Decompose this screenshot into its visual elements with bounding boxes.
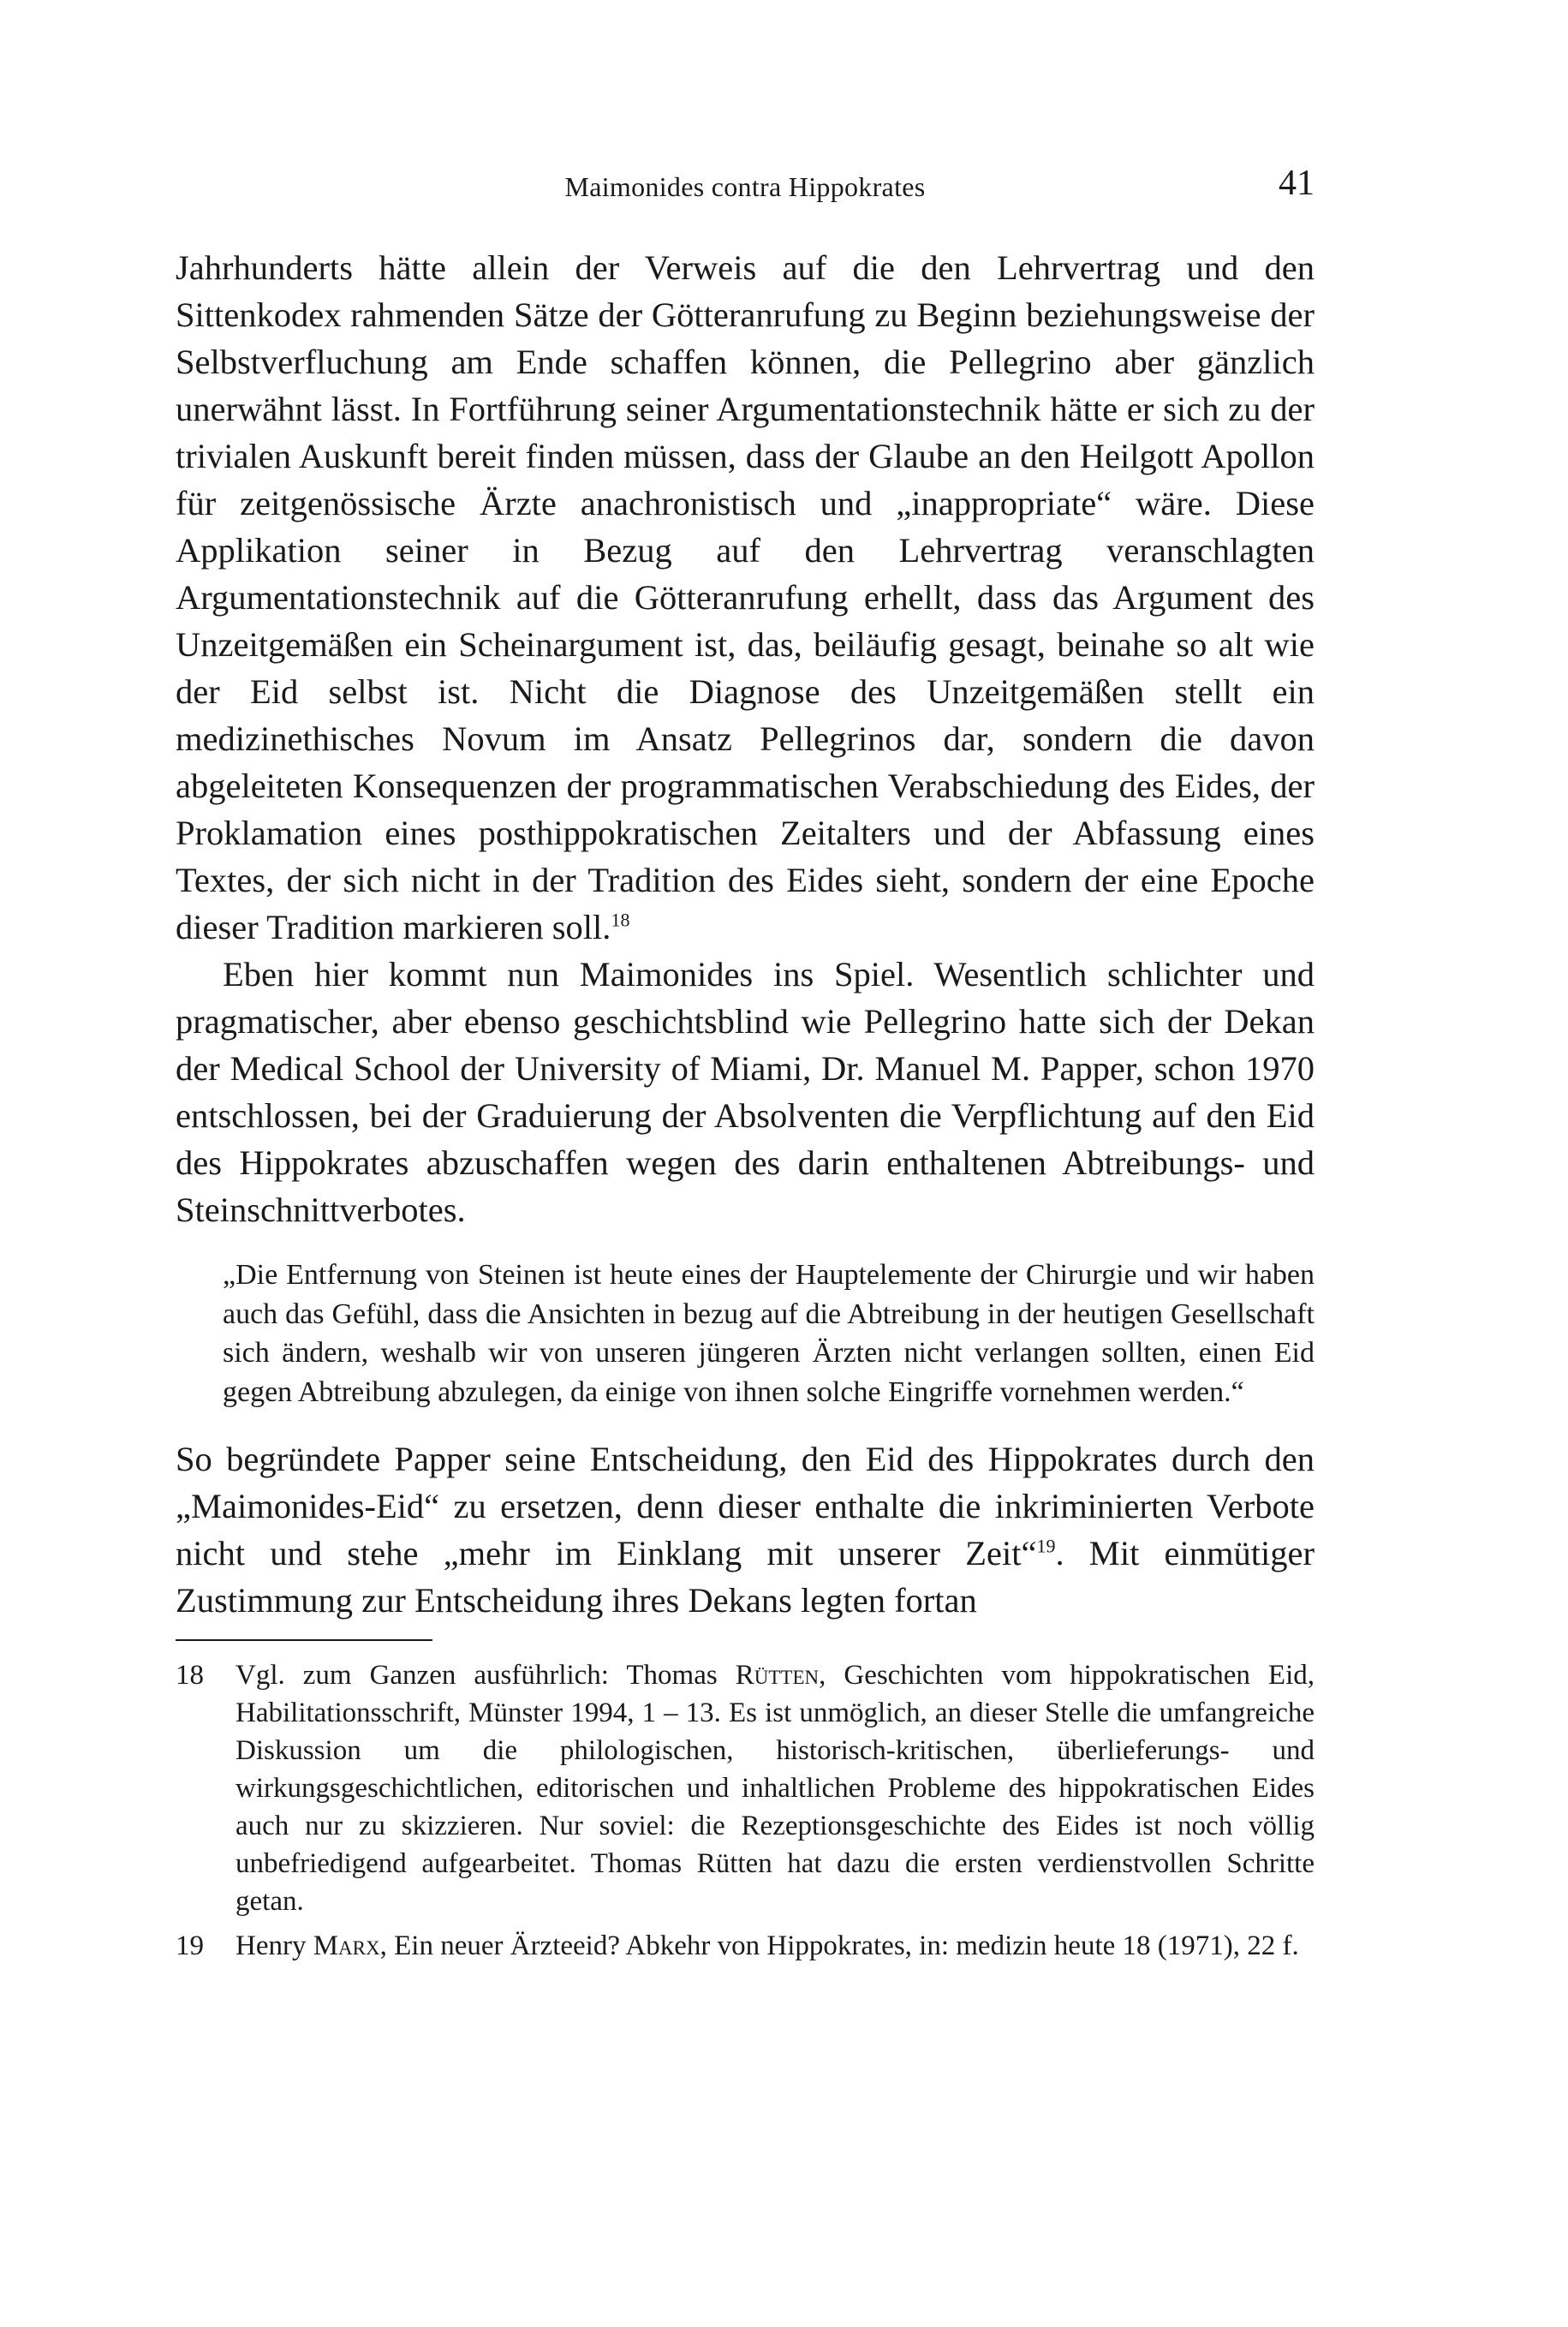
paragraph-2-text: Eben hier kommt nun Maimonides ins Spiel. Wesentlich schlichter und pragmatischer, aber ebenso geschichtsblind wie Pellegrino hatte sich der Dekan der Medical School der University of Miami, Dr. Manuel M. Papper, schon 1970 entschlossen, bei der Graduierung der Absolventen die Verpflichtung auf den Eid des Hippokrates abzuschaffen wegen des darin enthaltenen Abtreibungs- und Steinschnittverbotes. bbox=[176, 955, 1315, 1229]
footnote-text-after: , Ein neuer Ärzteeid? Abkehr von Hippokrates, in: medizin heute 18 (1971), 22 f. bbox=[379, 1930, 1299, 1961]
block-quote: „Die Entfernung von Steinen ist heute eines der Hauptelemente der Chirurgie und wir haben auch das Gefühl, dass die Ansichten in bezug auf die Abtreibung in der heutigen Gesellschaft sich ändern, weshalb wir von unseren jüngeren Ärzten nicht verlangen sollten, einen Eid gegen Abtreibung abzulegen, da einige von ihnen solche Eingriffe vornehmen werden.“ bbox=[223, 1259, 1315, 1408]
paragraph-2 bbox=[176, 951, 1315, 1233]
paragraph-1 bbox=[176, 244, 1315, 951]
footnote-text-before: Henry bbox=[235, 1930, 313, 1961]
footnote-text bbox=[235, 1656, 1315, 1920]
running-header bbox=[176, 163, 1315, 214]
footnote-number: 19 bbox=[176, 1930, 204, 1961]
footnote-19 bbox=[176, 1927, 1315, 1965]
footnote-author: Marx bbox=[313, 1930, 380, 1961]
footnote-ref-19: 19 bbox=[1036, 1535, 1056, 1557]
footnote-number: 18 bbox=[176, 1660, 204, 1691]
paragraph-3 bbox=[176, 1435, 1315, 1624]
footnote-separator bbox=[176, 1639, 432, 1641]
footnote-18 bbox=[176, 1656, 1315, 1920]
footnote-text-after: , Geschichten vom hippokratischen Eid, Habilitationsschrift, Münster 1994, 1 – 13. Es ist unmöglich, an dieser Stelle die umfangreiche Diskussion um die philologischen, historisch-kritischen, überlieferungs- und wirkungsgeschichtlichen, editorischen und inhaltlichen Probleme des hippokratischen Eides auch nur zu skizzieren. Nur soviel: die Rezeptionsgeschichte des Eides ist noch völlig unbefriedigend aufgearbeitet. Thomas Rütten hat dazu die ersten verdienstvollen Schritte getan. bbox=[235, 1660, 1315, 1917]
paragraph-3-text-after: . Mit einmütiger Zustimmung zur Entscheidung ihres Dekans legten fortan bbox=[176, 1534, 1315, 1620]
paragraph-3-text-before: So begründete Papper seine Entscheidung, den Eid des Hippokrates durch den „Maimonides-Eid“ zu ersetzen, denn dieser enthalte die inkriminierten Verbote nicht und stehe „mehr im Einklang mit unserer Zeit“ bbox=[176, 1440, 1315, 1572]
body-text bbox=[176, 244, 1315, 1624]
page-number: 41 bbox=[1279, 164, 1315, 203]
running-title: Maimonides contra Hippokrates bbox=[564, 171, 926, 202]
paragraph-1-text: Jahrhunderts hätte allein der Verweis auf die den Lehrvertrag und den Sittenkodex rahmenden Sätze der Götteranrufung zu Beginn beziehungsweise der Selbstverfluchung am Ende schaffen können, die Pellegrino aber gänzlich unerwähnt lässt. In Fortführung seiner Argumentationstechnik hätte er sich zu der trivialen Auskunft bereit finden müssen, dass der Glaube an den Heilgott Apollon für zeitgenössische Ärzte anachronistisch und „inappropriate“ wäre. Diese Applikation seiner in Bezug auf den Lehrvertrag veranschlagten Argumentationstechnik auf die Götteranrufung erhellt, dass das Argument des Unzeitgemäßen ein Scheinargument ist, das, beiläufig gesagt, beinahe so alt wie der Eid selbst ist. Nicht die Diagnose des Unzeitgemäßen stellt ein medizinethisches Novum im Ansatz Pellegrinos dar, sondern die davon abgeleiteten Konsequenzen der programmatischen Verabschiedung des Eides, der Proklamation eines posthippokratischen Zeitalters und der Abfassung eines Textes, der sich nicht in der Tradition des Eides sieht, sondern der eine Epoche dieser Tradition markieren soll. bbox=[176, 248, 1315, 946]
footnote-ref-18: 18 bbox=[611, 909, 630, 931]
footnote-text-before: Vgl. zum Ganzen ausführlich: Thomas bbox=[235, 1660, 736, 1691]
footnotes bbox=[176, 1656, 1315, 1965]
footnote-text bbox=[235, 1927, 1315, 1965]
document-page bbox=[176, 163, 1315, 1972]
footnote-author: Rütten bbox=[735, 1660, 820, 1691]
